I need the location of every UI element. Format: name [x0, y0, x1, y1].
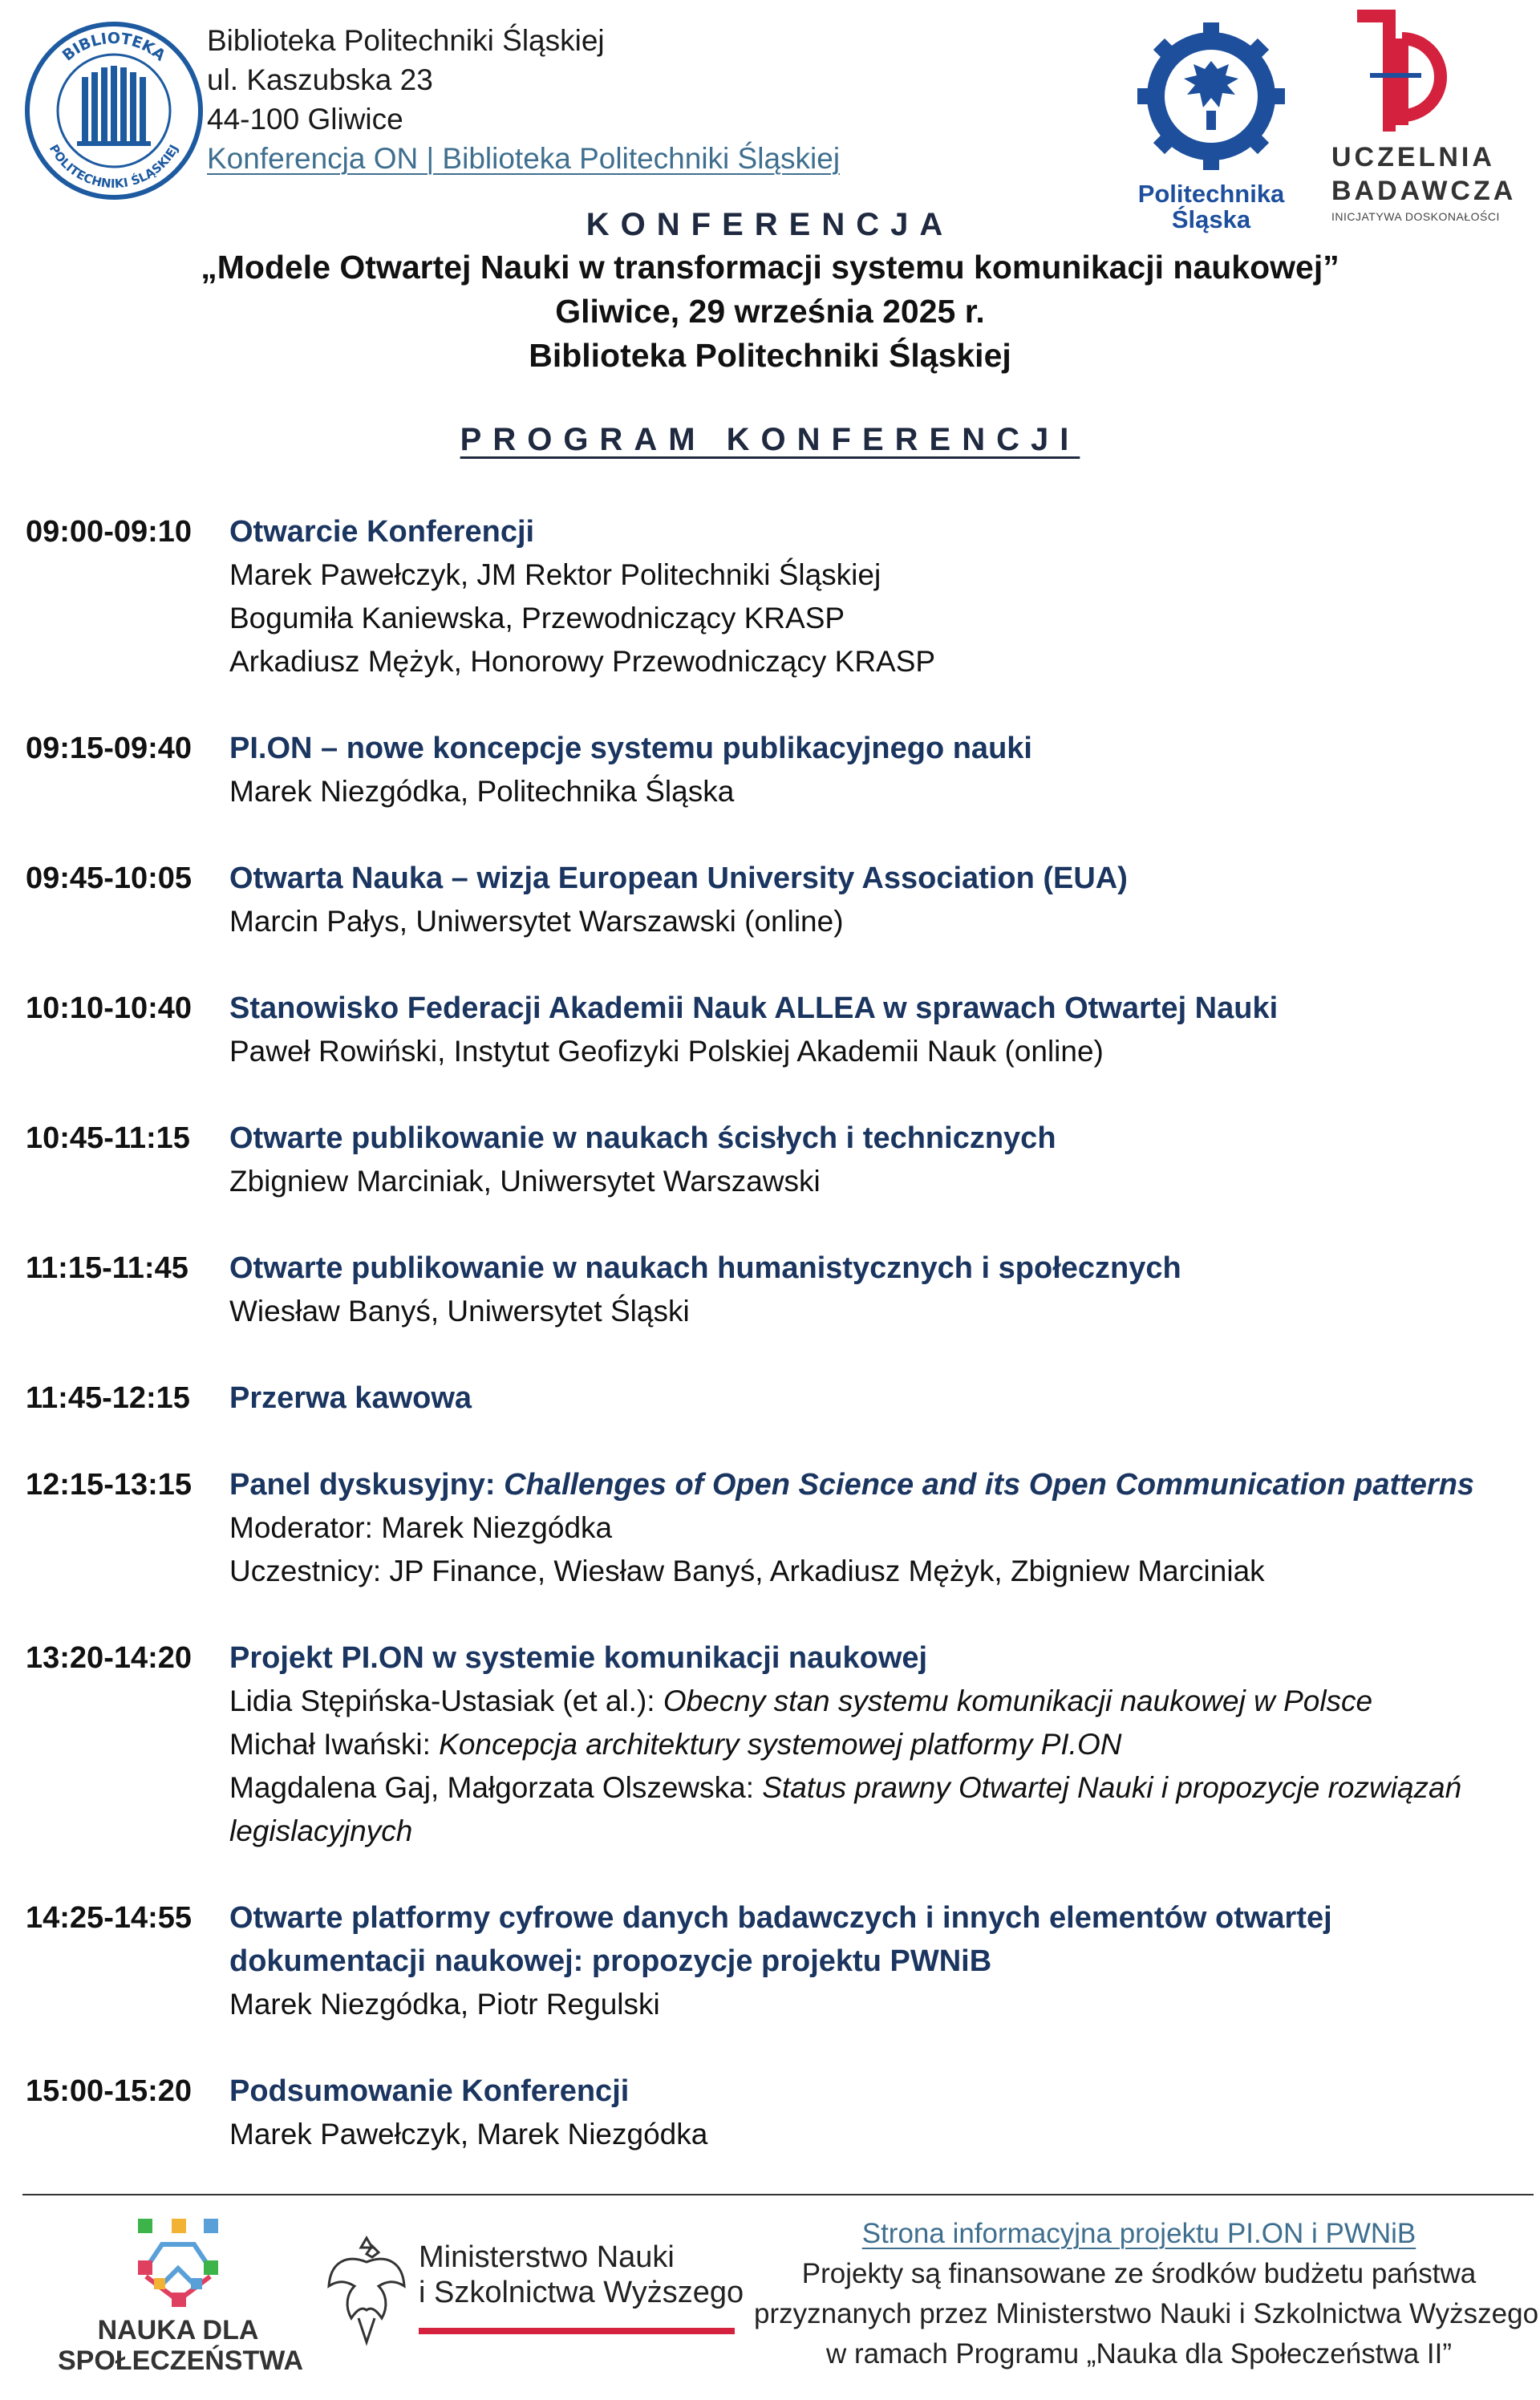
session [26, 727, 1534, 813]
session-title [229, 1463, 1534, 1506]
talk-speaker: Michał Iwański: [229, 1728, 440, 1761]
badawcza-logo-line2: BADAWCZA [1331, 176, 1517, 206]
session-time: 11:45-12:15 [26, 1381, 190, 1415]
library-logo-ring-top: BIBLIOTEKA [59, 29, 169, 65]
session-speaker: Arkadiusz Mężyk, Honorowy Przewodniczący KRASP [229, 645, 936, 678]
session-time: 13:20-14:20 [26, 1641, 192, 1675]
session-time: 12:15-13:15 [26, 1468, 192, 1502]
badawcza-logo-sub: INICJATYWA DOSKONAŁOŚCI [1331, 210, 1500, 223]
session-title: Otwarta Nauka – wizja European University Association (EUA) [229, 861, 1128, 895]
conference-venue: Biblioteka Politechniki Śląskiej [529, 337, 1011, 374]
ministry-line1: Ministerstwo Nauki [419, 2240, 675, 2274]
session-speaker: Marek Niezgódka, Piotr Regulski [229, 1988, 660, 2021]
program-heading-text: PROGRAM KONFERENCJI [460, 422, 1080, 457]
session [26, 510, 1534, 683]
session-title-prefix: Panel dyskusyjny: [229, 1468, 505, 1502]
session-time: 14:25-14:55 [26, 1901, 192, 1935]
session-title: Projekt PI.ON w systemie komunikacji naukowej [229, 1641, 928, 1675]
session [26, 1247, 1534, 1333]
library-name: Biblioteka Politechniki Śląskiej [207, 24, 605, 57]
talk-topic: Status prawny Otwartej Nauki i propozycje rozwiązań legislacyjnych [229, 1771, 1462, 1847]
session-title: Przerwa kawowa [229, 1381, 472, 1415]
funding-line: Projekty są finansowane ze środków budżetu państwa [801, 2258, 1477, 2289]
session-speaker: Marek Niezgódka, Politechnika Śląska [229, 775, 735, 808]
session-time: 15:00-15:20 [26, 2074, 192, 2108]
session-title: Otwarte publikowanie w naukach ścisłych i technicznych [229, 1121, 1056, 1155]
session [26, 1463, 1534, 1593]
polish-eagle-icon [322, 2230, 411, 2350]
program-heading [0, 422, 1540, 458]
uczelnia-badawcza-logo [1331, 6, 1517, 233]
session-title: PI.ON – nowe koncepcje systemu publikacyjnego nauki [229, 732, 1032, 765]
session-speaker: Wiesław Banyś, Uniwersytet Śląski [229, 1295, 690, 1328]
footer-divider [22, 2194, 1534, 2195]
funding-line: przyznanych przez Ministerstwo Nauki i Szkolnictwa Wyższego [754, 2298, 1539, 2329]
conference-link[interactable]: Konferencja ON | Biblioteka Politechniki Śląskiej [207, 142, 841, 175]
session-speaker: Marek Pawełczyk, Marek Niezgódka [229, 2118, 708, 2151]
session-speaker: Marcin Pałys, Uniwersytet Warszawski (online) [229, 905, 844, 938]
funding-line: w ramach Programu „Nauka dla Społeczeństwa II” [825, 2338, 1453, 2370]
session-speaker: Bogumiła Kaniewska, Przewodniczący KRASP [229, 602, 845, 634]
session-title: Stanowisko Federacji Akademii Nauk ALLEA w sprawach Otwartej Nauki [229, 991, 1279, 1025]
session [26, 1376, 1534, 1420]
session-time: 09:45-10:05 [26, 861, 192, 895]
politechnika-slaska-logo [1131, 16, 1291, 233]
session-talk [229, 1723, 1534, 1766]
session-speaker: Paweł Rowiński, Instytut Geofizyki Polskiej Akademii Nauk (online) [229, 1035, 1104, 1068]
conference-date: Gliwice, 29 września 2025 r. [555, 293, 985, 330]
session [26, 1117, 1534, 1203]
polsl-logo-line2: Śląska [1171, 205, 1251, 233]
session-talk [229, 1680, 1534, 1723]
session-time: 09:00-09:10 [26, 515, 192, 549]
program-list [26, 510, 1534, 2199]
talk-topic: Koncepcja architektury systemowej platformy PI.ON [439, 1728, 1122, 1761]
library-logo [24, 21, 204, 201]
polsl-logo-line1: Politechnika [1137, 180, 1285, 208]
conference-label: KONFERENCJA [586, 207, 954, 242]
session-talk [229, 1766, 1534, 1853]
session [26, 857, 1534, 943]
network-icon [58, 2212, 298, 2309]
nauka-logo-line2: SPOŁECZEŃSTWA [58, 2345, 304, 2376]
session-time: 10:10-10:40 [26, 991, 192, 1025]
nauka-dla-spoleczenstwa-logo [58, 2212, 304, 2381]
session [26, 987, 1534, 1073]
badawcza-logo-line1: UCZELNIA [1331, 142, 1495, 172]
session-moderator: Moderator: Marek Niezgódka [229, 1511, 613, 1544]
ministry-red-bar [419, 2328, 735, 2334]
talk-topic: Obecny stan systemu komunikacji naukowej w Polsce [663, 1684, 1373, 1717]
session-title: Otwarte platformy cyfrowe danych badawczych i innych elementów otwartej dokumentacji naukowej: propozycje projektu PWNiB [229, 1901, 1332, 1978]
session-speaker: Zbigniew Marciniak, Uniwersytet Warszawski [229, 1165, 821, 1198]
ministry-line2: i Szkolnictwa Wyższego [419, 2276, 744, 2309]
project-info-link[interactable]: Strona informacyjna projektu PI.ON i PWNiB [861, 2218, 1416, 2249]
library-address [207, 21, 840, 178]
session [26, 2070, 1534, 2156]
talk-speaker: Magdalena Gaj, Małgorzata Olszewska: [229, 1771, 763, 1804]
library-logo-ring-bottom: POLITECHNIKI ŚLĄSKIEJ [46, 142, 182, 192]
session-title: Otwarte publikowanie w naukach humanistycznych i społecznych [229, 1251, 1181, 1285]
session-title: Podsumowanie Konferencji [229, 2074, 630, 2108]
session-speaker: Marek Pawełczyk, JM Rektor Politechniki Śląskiej [229, 558, 881, 591]
session-title-italic: Challenges of Open Science and its Open Communication patterns [504, 1468, 1475, 1502]
session-title: Otwarcie Konferencji [229, 515, 535, 549]
ministry-name [419, 2240, 744, 2310]
library-street: ul. Kaszubska 23 [207, 63, 433, 96]
nauka-logo-line1: NAUKA DLA [97, 2315, 259, 2345]
session-time: 11:15-11:45 [26, 1251, 188, 1285]
conference-title: „Modele Otwartej Nauki w transformacji systemu komunikacji naukowej” [201, 249, 1339, 286]
library-city: 44-100 Gliwice [207, 103, 403, 136]
ministry-logo [322, 2230, 744, 2350]
footer-info [754, 2214, 1539, 2374]
session [26, 1896, 1534, 2026]
session [26, 1636, 1534, 1853]
talk-speaker: Lidia Stępińska-Ustasiak (et al.): [229, 1684, 663, 1717]
session-participants: Uczestnicy: JP Finance, Wiesław Banyś, Arkadiusz Mężyk, Zbigniew Marciniak [229, 1555, 1265, 1587]
session-time: 09:15-09:40 [26, 732, 192, 765]
session-time: 10:45-11:15 [26, 1121, 190, 1155]
